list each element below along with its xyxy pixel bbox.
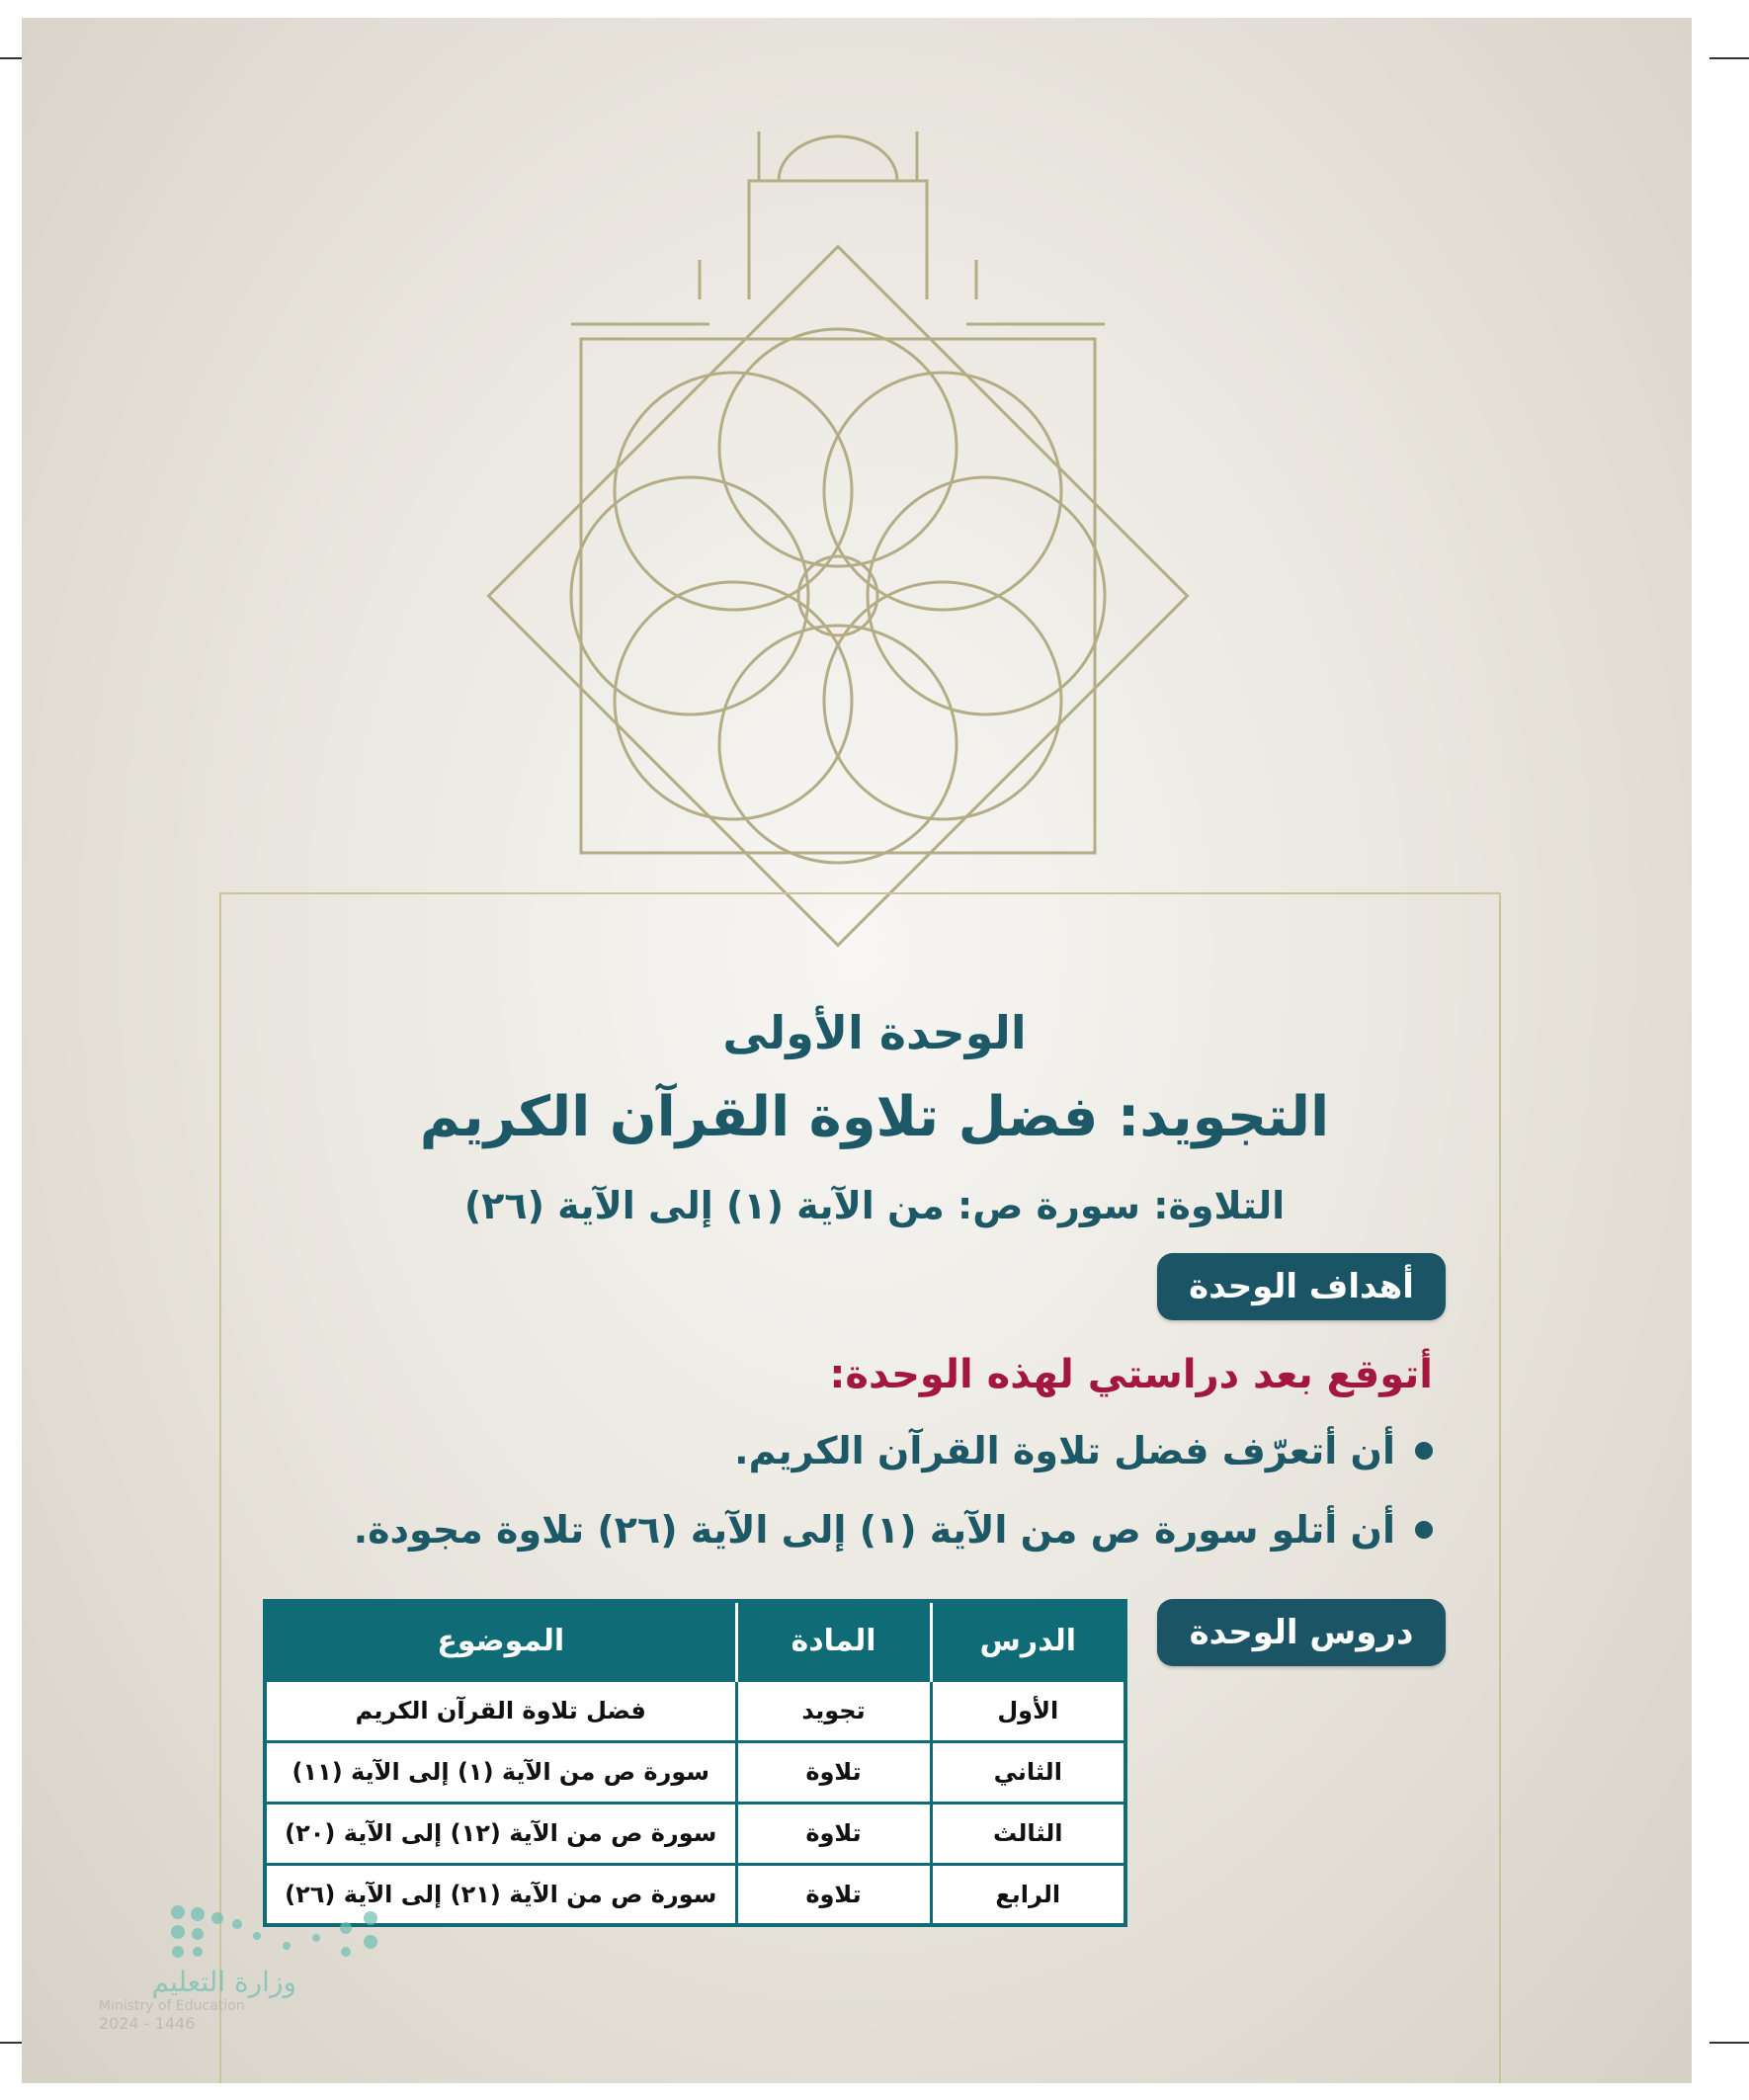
cell: سورة ص من الآية (١) إلى الآية (١١) bbox=[265, 1741, 736, 1803]
goal-item bbox=[734, 1429, 1433, 1472]
logo-dots-icon bbox=[168, 1902, 395, 1962]
cell: تلاوة bbox=[736, 1864, 931, 1925]
goals-badge: أهداف الوحدة bbox=[1157, 1253, 1446, 1320]
header-subject: المادة bbox=[736, 1601, 931, 1680]
bullet-icon bbox=[1415, 1521, 1433, 1539]
cell: الأول bbox=[931, 1680, 1125, 1741]
cell: الثاني bbox=[931, 1741, 1125, 1803]
bullet-icon bbox=[1415, 1442, 1433, 1460]
cell: سورة ص من الآية (٢١) إلى الآية (٢٦) bbox=[265, 1864, 736, 1925]
cell: تلاوة bbox=[736, 1741, 931, 1803]
lessons-table bbox=[263, 1599, 1127, 1927]
header-lesson: الدرس bbox=[931, 1601, 1125, 1680]
table-header-row bbox=[265, 1601, 1125, 1680]
cell: سورة ص من الآية (١٢) إلى الآية (٢٠) bbox=[265, 1803, 736, 1864]
table-row bbox=[265, 1680, 1125, 1741]
logo-arabic: وزارة التعليم bbox=[151, 1966, 296, 1998]
crop-mark bbox=[1709, 2042, 1749, 2044]
goals-intro: أتوقع بعد دراستي لهذه الوحدة: bbox=[829, 1352, 1433, 1397]
cell: تجويد bbox=[736, 1680, 931, 1741]
lessons-badge: دروس الوحدة bbox=[1157, 1599, 1446, 1666]
table-row bbox=[265, 1741, 1125, 1803]
tilawa-title: التلاوة: سورة ص: من الآية (١) إلى الآية (٢٦) bbox=[463, 1184, 1286, 1227]
cell: فضل تلاوة القرآن الكريم bbox=[265, 1680, 736, 1741]
cell: الرابع bbox=[931, 1864, 1125, 1925]
goal-item bbox=[354, 1508, 1433, 1552]
table-row bbox=[265, 1803, 1125, 1864]
logo-year: 2024 - 1446 bbox=[99, 2014, 196, 2033]
header-topic: الموضوع bbox=[265, 1601, 736, 1680]
logo-english: Ministry of Education bbox=[99, 1998, 245, 2014]
tajweed-title: التجويد: فضل تلاوة القرآن الكريم bbox=[419, 1085, 1330, 1149]
goal-text: أن أتلو سورة ص من الآية (١) إلى الآية (٢٦) تلاوة مجودة. bbox=[353, 1508, 1395, 1552]
goal-text: أن أتعرّف فضل تلاوة القرآن الكريم. bbox=[734, 1429, 1395, 1472]
ministry-logo bbox=[99, 1902, 395, 2033]
unit-title: الوحدة الأولى bbox=[722, 1006, 1027, 1059]
cell: الثالث bbox=[931, 1803, 1125, 1864]
crop-mark bbox=[1709, 57, 1749, 59]
cell: تلاوة bbox=[736, 1803, 931, 1864]
